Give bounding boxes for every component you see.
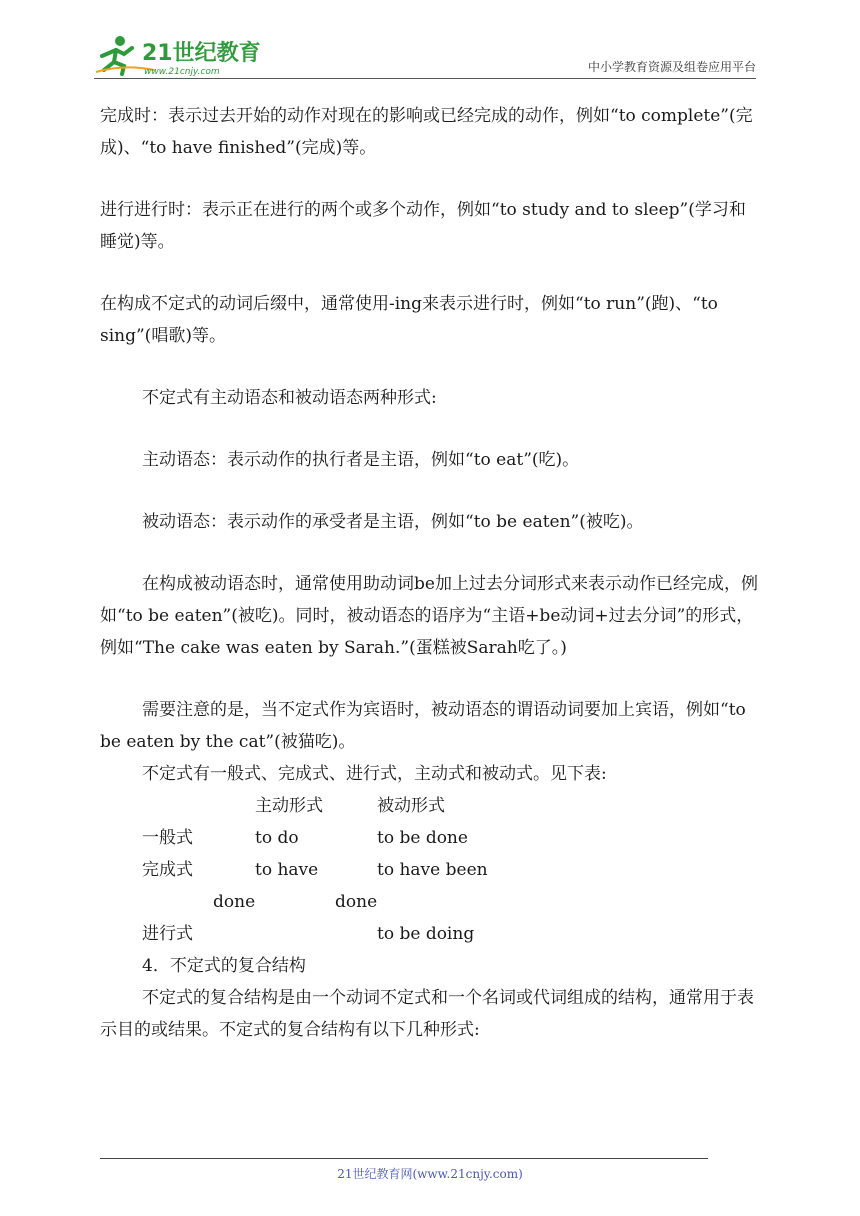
row-label: 进行式 [142,924,193,944]
header-active: 主动形式 [255,796,323,816]
paragraph-passive-voice: 被动语态：表示动作的承受者是主语，例如“to be eaten”(被吃)。 [142,512,644,532]
header-passive: 被动形式 [377,796,445,816]
paragraph-ing-suffix: 在构成不定式的动词后缀中，通常使用-ing来表示进行时，例如“to run”(跑)、“to sing”(唱歌)等。 [100,294,718,346]
table-row [142,854,577,886]
row-label: 完成式 [142,860,193,880]
paragraph-passive-object: 需要注意的是，当不定式作为宾语时，被动语态的谓语动词要加上宾语，例如“to be eaten by the cat”(被猫吃)。 [100,700,746,752]
logo-url: www.21cnjy.com [144,67,220,77]
paragraph-active-voice: 主动语态：表示动作的执行者是主语，例如“to eat”(吃)。 [142,450,580,470]
cell-active [255,918,377,950]
cell-active-cont: done [213,892,256,912]
paragraph-compound-structure: 不定式的复合结构是由一个动词不定式和一个名词或代词组成的结构，通常用于表示目的或结果。不定式的复合结构有以下几种形式: [100,988,754,1040]
table-row [142,822,577,854]
paragraph-perfect-tense: 完成时：表示过去开始的动作对现在的影响或已经完成的动作，例如“to complete”(完成)、“to have finished”(完成)等。 [100,106,753,158]
page-header [0,0,860,84]
cell-passive: to have been [377,860,488,880]
header-divider [94,78,756,79]
table-row [142,918,577,950]
row-label: 一般式 [142,828,193,848]
site-logo [94,34,264,78]
cell-passive-cont: done [335,892,378,912]
paragraph-passive-construction: 在构成被动语态时，通常使用助动词be加上过去分词形式来表示动作已经完成，例如“to be eaten”(被吃)。同时，被动语态的语序为“主语+be动词+过去分词”的形式，例如“The cake was eaten by Sarah.”(蛋糕被Sarah吃了。) [100,574,758,658]
cell-passive: to be doing [377,924,475,944]
footer-divider [100,1158,708,1159]
cell-passive: to be done [377,828,468,848]
infinitive-forms-table [142,790,577,950]
document-body [100,100,760,1046]
logo-text: 21世纪教育 [142,41,261,66]
platform-name: 中小学教育资源及组卷应用平台 [587,60,756,74]
footer-link[interactable]: 21世纪教育网(www.21cnjy.com) [337,1167,523,1181]
paragraph-forms-intro: 不定式有一般式、完成式、进行式，主动式和被动式。见下表: [142,764,607,784]
cell-active: to have [255,860,319,880]
table-header-row [142,790,577,822]
paragraph-voice-intro: 不定式有主动语态和被动语态两种形式: [142,388,437,408]
cell-active: to do [255,828,299,848]
section-heading-compound: 4．不定式的复合结构 [142,956,306,976]
table-row-continuation [142,886,577,918]
paragraph-progressive-tense: 进行进行时：表示正在进行的两个或多个动作，例如“to study and to sleep”(学习和睡觉)等。 [100,200,746,252]
